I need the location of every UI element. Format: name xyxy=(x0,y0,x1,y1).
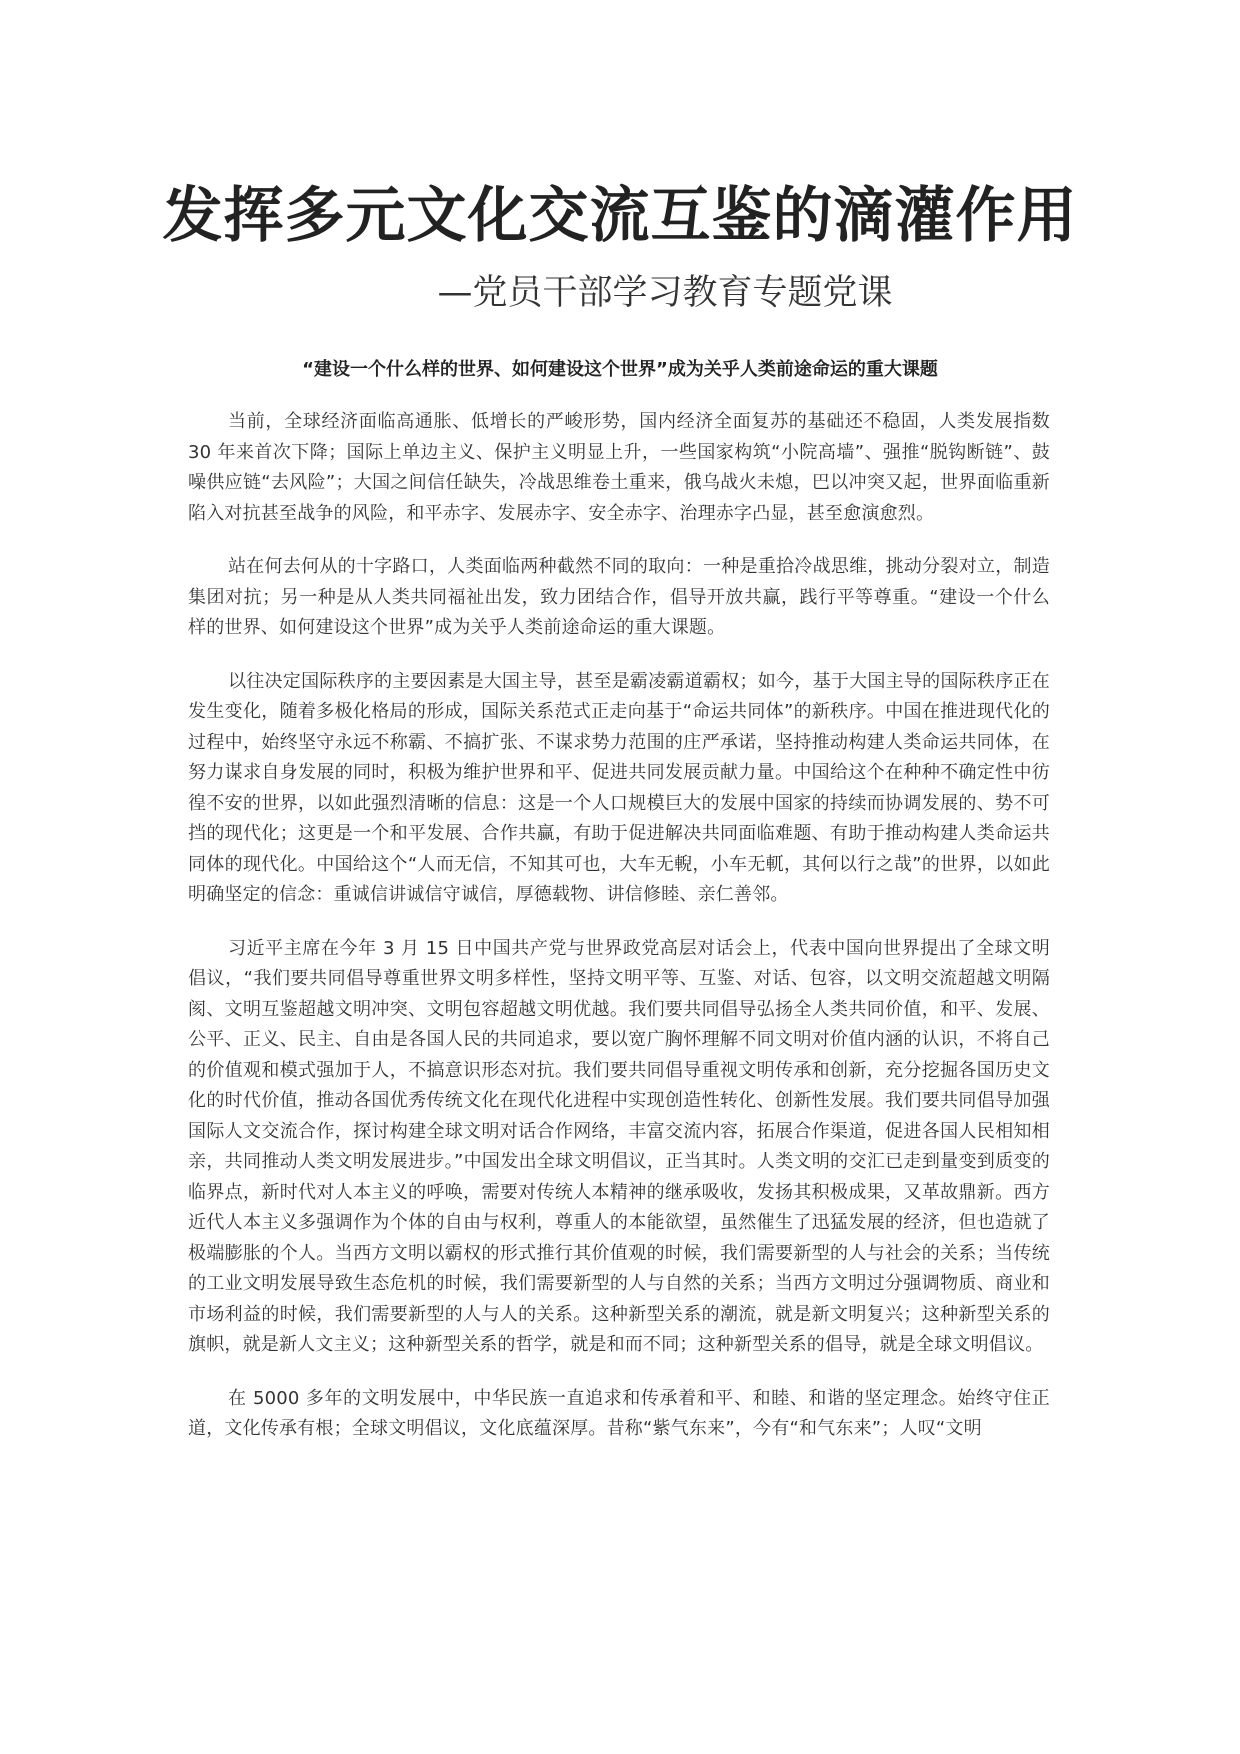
paragraph-3: 以往决定国际秩序的主要因素是大国主导，甚至是霸凌霸道霸权；如今，基于大国主导的国际秩序正在发生变化，随着多极化格局的形成，国际关系范式正走向基于“命运共同体”的新秩序。中国在推进现代化的过程中，始终坚守永远不称霸、不搞扩张、不谋求势力范围的庄严承诺，坚持推动构建人类命运共同体，在努力谋求自身发展的同时，积极为维护世界和平、促进共同发展贡献力量。中国给这个在种种不确定性中彷徨不安的世界，以如此强烈清晰的信息：这是一个人口规模巨大的发展中国家的持续而协调发展的、势不可挡的现代化；这更是一个和平发展、合作共赢，有助于促进解决共同面临难题、有助于推动构建人类命运共同体的现代化。中国给这个“人而无信，不知其可也，大车无輗，小车无軏，其何以行之哉”的世界，以如此明确坚定的信念：重诚信讲诚信守诚信，厚德载物、讲信修睦、亲仁善邻。 xyxy=(188,670,1050,905)
document-body xyxy=(188,407,1050,1468)
paragraph-5: 在 5000 多年的文明发展中，中华民族一直追求和传承着和平、和睦、和谐的坚定理念。始终守住正道，文化传承有根；全球文明倡议，文化底蕴深厚。昔称“紫气东来”，今有“和气东来”；人叹“文明 xyxy=(188,1387,1050,1439)
paragraph-1: 当前，全球经济面临高通胀、低增长的严峻形势，国内经济全面复苏的基础还不稳固，人类发展指数 30 年来首次下降；国际上单边主义、保护主义明显上升，一些国家构筑“小院高墙”、强推“脱钩断链”、鼓噪供应链“去风险”；大国之间信任缺失，冷战思维卷土重来，俄乌战火未熄，巴以冲突又起，世界面临重新陷入对抗甚至战争的风险，和平赤字、发展赤字、安全赤字、治理赤字凸显，甚至愈演愈烈。 xyxy=(188,411,1050,524)
section-heading: “建设一个什么样的世界、如何建设这个世界”成为关乎人类前途命运的重大课题 xyxy=(302,359,938,380)
paragraph-2: 站在何去何从的十字路口，人类面临两种截然不同的取向：一种是重拾冷战思维，挑动分裂对立，制造集团对抗；另一种是从人类共同福祉出发，致力团结合作，倡导开放共赢，践行平等尊重。“建设一个什么样的世界、如何建设这个世界”成为关乎人类前途命运的重大课题。 xyxy=(188,556,1050,638)
document-subtitle xyxy=(0,268,1240,318)
document-title: 发挥多元文化交流互鉴的滴灌作用 xyxy=(162,181,1078,251)
document-subtitle-text: —党员干部学习教育专题党课 xyxy=(437,273,893,313)
paragraph-4: 习近平主席在今年 3 月 15 日中国共产党与世界政党高层对话会上，代表中国向世界提出了全球文明倡议，“我们要共同倡导尊重世界文明多样性，坚持文明平等、互鉴、对话、包容，以文明交流超越文明隔阂、文明互鉴超越文明冲突、文明包容超越文明优越。我们要共同倡导弘扬全人类共同价值，和平、发展、公平、正义、民主、自由是各国人民的共同追求，要以宽广胸怀理解不同文明对价值内涵的认识，不将自己的价值观和模式强加于人，不搞意识形态对抗。我们要共同倡导重视文明传承和创新，充分挖掘各国历史文化的时代价值，推动各国优秀传统文化在现代化进程中实现创造性转化、创新性发展。我们要共同倡导加强国际人文交流合作，探讨构建全球文明对话合作网络，丰富交流内容，拓展合作渠道，促进各国人民相知相亲，共同推动人类文明发展进步。”中国发出全球文明倡议，正当其时。人类文明的交汇已走到量变到质变的临界点，新时代对人本主义的呼唤，需要对传统人本精神的继承吸收，发扬其积极成果，又革故鼎新。西方近代人本主义多强调作为个体的自由与权利，尊重人的本能欲望，虽然催生了迅猛发展的经济，但也造就了极端膨胀的个人。当西方文明以霸权的形式推行其价值观的时候，我们需要新型的人与社会的关系；当传统的工业文明发展导致生态危机的时候，我们需要新型的人与自然的关系；当西方文明过分强调物质、商业和市场利益的时候，我们需要新型的人与人的关系。这种新型关系的潮流，就是新文明复兴；这种新型关系的旗帜，就是新人文主义；这种新型关系的哲学，就是和而不同；这种新型关系的倡导，就是全球文明倡议。 xyxy=(188,937,1050,1355)
